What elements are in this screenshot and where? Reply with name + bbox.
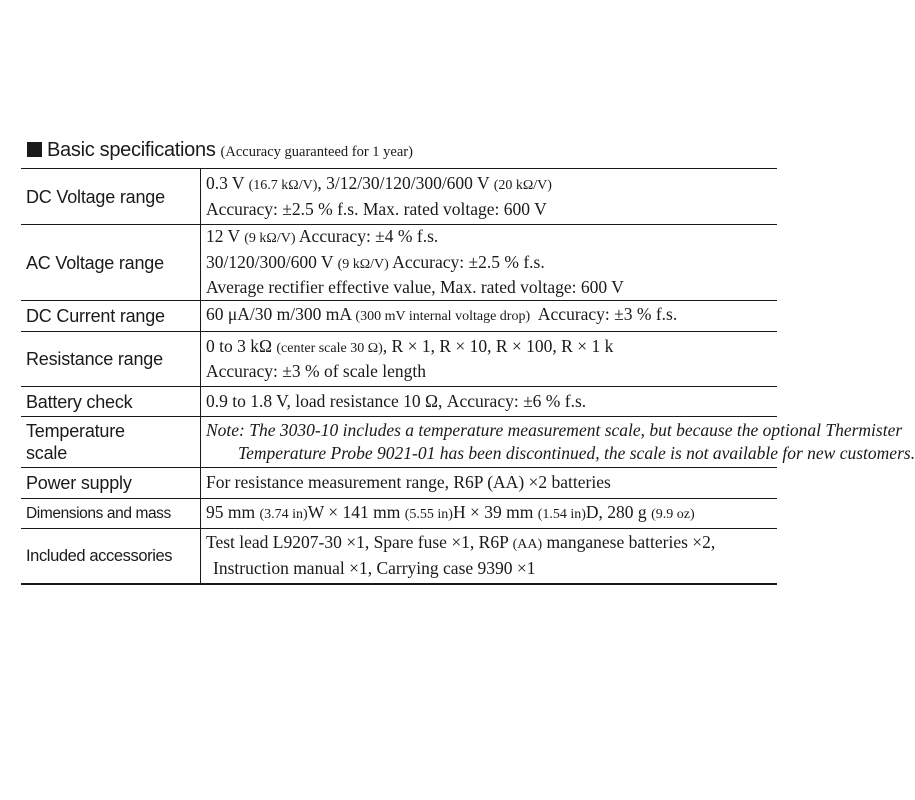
spec-note [201,417,915,468]
section-heading [27,139,413,165]
spec-row-dc-voltage [21,169,777,225]
text-run-small: (9 kΩ/V) [244,231,296,247]
text-run-small: (3.74 in) [259,506,308,522]
spec-value-line [206,172,777,198]
spec-row-dimensions [21,499,777,529]
spec-value: For resistance measurement range, R6P (AA) ×2 batteries [201,468,778,499]
text-run-small: (5.55 in) [404,506,453,522]
spec-label-line: scale [26,443,68,463]
spec-value [201,332,778,387]
spec-value-line [206,557,777,581]
spec-row-ac-voltage [21,225,777,301]
spec-value-line [206,335,777,361]
spec-label: Battery check [21,387,201,417]
text-run: W × 141 mm [307,501,405,522]
text-run: , R × 1, R × 10, R × 100, R × 1 k [382,335,614,356]
text-run-small: (AA) [512,537,543,553]
text-run-small: (16.7 kΩ/V) [248,178,318,193]
section-title: Basic specifications [47,139,216,161]
spec-label: Resistance range [21,332,201,387]
text-run-small: (9 kΩ/V) [337,256,389,272]
spec-value: 0.9 to 1.8 V, load resistance 10 Ω, Accuracy: ±6 % f.s. [201,387,778,417]
text-run: 30/120/300/600 V [206,251,338,272]
text-run: H × 39 mm [452,501,538,522]
text-run: Accuracy: ±2.5 % f.s. [388,251,545,272]
spec-value [201,301,778,332]
text-run: 12 V [206,226,245,247]
text-run-small: (20 kΩ/V) [493,178,552,193]
spec-value-line [206,225,777,251]
spec-table [21,168,915,585]
text-run: 95 mm [206,501,260,522]
spec-value-line [206,531,777,557]
spec-label [21,417,201,468]
spec-label: Dimensions and mass [21,499,201,529]
text-run-small: (center scale 30 Ω) [276,340,383,356]
spec-value-line: Accuracy: ±2.5 % f.s. Max. rated voltage: 600 V [206,198,547,219]
spec-value [201,499,778,529]
text-run: , 3/12/30/120/300/600 V [317,173,494,193]
note-line: Note: The 3030-10 includes a temperature measurement scale, but because the optional Thermister [206,419,903,440]
spec-value [201,169,778,225]
text-run-small: (300 mV internal voltage drop) [355,309,531,325]
spec-row-temperature [21,417,777,468]
text-run-small: (9.9 oz) [651,506,695,522]
text-run: Test lead L9207-30 ×1, Spare fuse ×1, R6P [206,532,513,553]
text-run: manganese batteries ×2, [542,532,716,553]
spec-label: Included accessories [21,529,201,584]
spec-value-line [206,251,777,277]
spec-row-power-supply [21,468,777,499]
spec-value-line: Average rectifier effective value, Max. rated voltage: 600 V [206,277,624,298]
text-run: Accuracy: ±4 % f.s. [295,226,439,247]
spec-row-accessories [21,529,777,584]
text-run-small: (1.54 in) [537,506,586,522]
text-run: 0.3 V [206,173,249,193]
spec-value [201,225,778,301]
note-line: Temperature Probe 9021-01 has been discontinued, the scale is not available for new customers. [238,443,915,463]
spec-value [201,529,778,584]
spec-row-resistance [21,332,777,387]
spec-value-line [206,303,777,329]
spec-label: Power supply [21,468,201,499]
spec-value-line: Accuracy: ±3 % of scale length [206,361,426,381]
spec-label: DC Current range [21,301,201,332]
spec-label: DC Voltage range [21,169,201,225]
text-run: D, 280 g [585,501,652,522]
text-run: 0 to 3 kΩ [206,335,277,356]
text-run: 60 μA/30 m/300 mA [206,304,356,325]
text-run: Instruction manual ×1, Carrying case 9390 ×1 [213,557,536,578]
spec-label-line: Temperature [26,421,125,441]
section-note: (Accuracy guaranteed for 1 year) [220,144,413,160]
text-run: Accuracy: ±3 % f.s. [530,304,678,325]
square-bullet-icon [27,142,42,157]
spec-row-dc-current [21,301,777,332]
spec-row-battery-check [21,387,777,417]
spec-label: AC Voltage range [21,225,201,301]
